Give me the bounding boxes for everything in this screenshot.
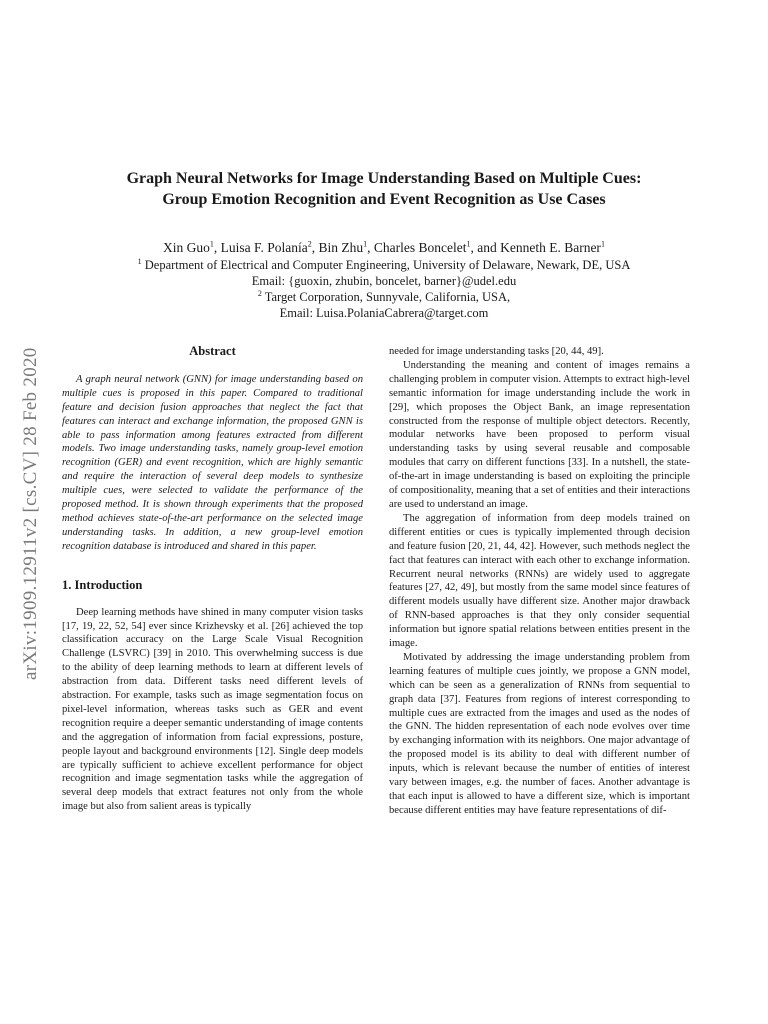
author-name: Charles Boncelet [373, 240, 467, 255]
left-column [62, 345, 363, 814]
body-paragraph: The aggregation of information from deep models trained on different entities or cues is typically implemented through decision and feature fusion [20, 21, 44, 42]. However, such methods neglect the fact that features can interact with each other to exchange information. Recurrent neural networks (RNNs) are widely used to aggregate features [27, 42, 49], but mostly from the same model since features of different models usually have different size. Another major drawback of RNN-based approaches is that they only consider sequential information but ignore spatial relations between entities present in the image. [389, 512, 690, 650]
introduction-heading: 1. Introduction [62, 577, 143, 592]
author-name: Bin Zhu [318, 240, 364, 255]
title-line-2: Group Emotion Recognition and Event Recognition as Use Cases [162, 191, 606, 208]
author-names: Xin Guo$^1$, Luisa F. Polanía$^2$, Bin Zhu$^1$, Charles Boncelet$^1$, and Kenneth E. Barner$^1$ [163, 239, 605, 255]
abstract-heading: Abstract [189, 344, 236, 358]
author-block [0, 239, 768, 321]
affiliation-1: $^1$ Department of Electrical and Computer Engineering, University of Delaware, Newark, DE, USA [137, 256, 631, 272]
paper-title [0, 168, 768, 210]
author-name: Kenneth E. Barner [500, 240, 601, 255]
author-name: Xin Guo [163, 240, 210, 255]
body-paragraph: Understanding the meaning and content of images remains a challenging problem in computer vision. Attempts to extract high-level semantic information for image understanding include the work in [29], which proposes the Object Bank, an image representation constructed from the response of multiple object detectors. Recently, modular networks have been proposed to perform visual understanding tasks by using several reusable and composable modules that carry on different functions [33]. In a nutshell, the state-of-the-art in image understanding is based on exploiting the principle of compositionality, meaning that a set of entities and their interactions are used to understand an image. [389, 359, 690, 510]
affiliation-2: $^2$ Target Corporation, Sunnyvale, California, USA, [257, 288, 511, 304]
abstract-text: A graph neural network (GNN) for image understanding based on multiple cues is proposed in this paper. Compared to traditional feature and decision fusion approaches that neglect the fact that features can interact and exchange information, the proposed GNN is able to pass information among features extracted from different models. Two image understanding tasks, namely group-level emotion recognition (GER) and event recognition, which are highly semantic and require the interaction of several deep models to synthesize multiple cues, were selected to validate the performance of the proposed method. It is shown through experiments that the proposed method achieves state-of-the-art performance on the selected image understanding tasks. In addition, a new group-level emotion recognition database is introduced and shared in this paper. [62, 373, 363, 552]
body-paragraph: Motivated by addressing the image understanding problem from learning features of multiple cues jointly, we propose a GNN model, which can be seen as a generalization of RNNs from sequential to graph data [37]. Features from regions of interest corresponding to multiple cues are extracted from the images and used as the nodes of the GNN. The hidden representation of each node evolves over time by exchanging information with its neighbors. One major advantage of the proposed model is its ability to deal with different number of inputs, which is relevant because the number of entities of interest vary between images, e.g. the number of faces. Another advantage is that each input is allowed to have a different size, which is important because different entities may have feature representations of dif- [389, 651, 690, 816]
intro-paragraph: Deep learning methods have shined in many computer vision tasks [17, 19, 22, 52, 54] ever since Krizhevsky et al. [26] achieved the top classification accuracy on the Large Scale Visual Recognition Challenge (LSVRC) [39] in 2010. This overwhelming success is due to the ability of deep learning methods to learn at different levels of abstraction from data. Different tasks need different levels of abstraction. For example, tasks such as image segmentation focus on pixel-level information, whereas tasks such as GER and event recognition require a deeper semantic understanding of image contents and the aggregation of information from facial expressions, posture, people layout and background environments [12]. Single deep models are typically sufficient to achieve excellent performance for object recognition and image segmentation tasks while the aggregation of several deep models that extract features not only from the whole image but also from salient areas is typically [62, 606, 363, 813]
body-paragraph: needed for image understanding tasks [20, 44, 49]. [389, 346, 604, 357]
right-column [389, 345, 690, 818]
title-line-1: Graph Neural Networks for Image Understanding Based on Multiple Cues: [126, 170, 642, 187]
email-2: Email: Luisa.PolaniaCabrera@target.com [279, 306, 489, 320]
author-name: Luisa F. Polanía [220, 240, 308, 255]
arxiv-identifier-stamp: arXiv:1909.12911v2 [cs.CV] 28 Feb 2020 [20, 347, 41, 680]
email-1: Email: {guoxin, zhubin, boncelet, barner}@udel.edu [251, 274, 517, 288]
